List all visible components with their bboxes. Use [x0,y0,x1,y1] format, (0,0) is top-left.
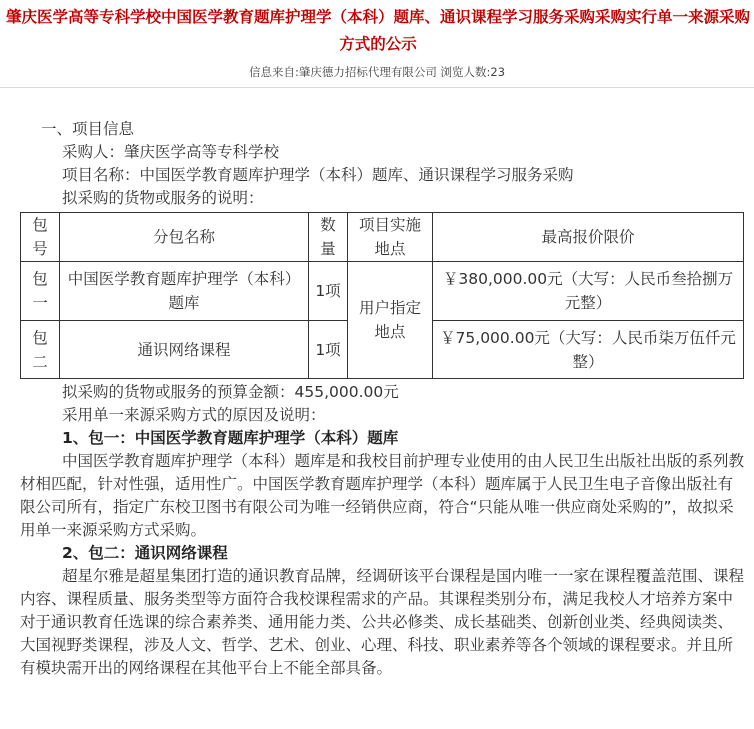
package-name: 通识网络课程 [60,321,309,379]
project-line [20,164,748,187]
package-quantity: 1项 [309,321,348,379]
purchaser-name: 肇庆医学高等专科学校 [124,143,280,161]
header-location: 项目实施地点 [348,213,433,262]
purchaser-line [20,141,748,164]
implementation-location: 用户指定地点 [348,262,433,379]
source-label: 信息来自: [248,65,299,79]
reason-intro: 采用单一来源采购方式的原因及说明： [62,406,326,424]
package-table [20,212,744,379]
header-quantity: 数量 [309,213,348,262]
table-row [21,262,744,321]
table-header-row [21,213,744,262]
header-max-price: 最高报价限价 [433,213,744,262]
package2-heading: 2、包二：通识网络课程 [62,544,228,562]
goods-description: 拟采购的货物或服务的说明： [62,189,264,207]
package1-heading: 1、包一：中国医学教育题库护理学（本科）题库 [62,429,399,447]
package-id: 包二 [21,321,60,379]
budget-line: 拟采购的货物或服务的预算金额：455,000.00元 [62,383,399,401]
package1-paragraph: 中国医学教育题库护理学（本科）题库是和我校目前护理专业使用的由人民卫生出版社出版的系列教材相匹配，针对性强，适用性广。中国医学教育题库护理学（本科）题库属于人民卫生电子音像出版社有限公司所有，指定广东校卫图书有限公司为唯一经销供应商，符合“只能从唯一供应商处采购的”，故拟采用单一来源采购方式采购。 [20,452,745,539]
divider [0,87,754,88]
purchaser-label: 采购人： [62,143,125,161]
source-info [0,64,754,80]
package-quantity: 1项 [309,262,348,321]
package-max-price: ￥75,000.00元（大写：人民币柒万伍仟元整） [433,321,744,379]
package-name: 中国医学教育题库护理学（本科）题库 [60,262,309,321]
package-max-price: ￥380,000.00元（大写：人民币叁拾捌万元整） [433,262,744,321]
views-count: 23 [490,65,506,79]
article-body [20,118,748,680]
header-package-id: 包号 [21,213,60,262]
source-name[interactable]: 肇庆德力招标代理有限公司 [298,65,437,79]
package-id: 包一 [21,262,60,321]
header-package-name: 分包名称 [60,213,309,262]
project-name: 中国医学教育题库护理学（本科）题库、通识课程学习服务采购 [139,166,574,184]
project-label: 项目名称： [62,166,140,184]
section-heading: 一、项目信息 [41,120,135,138]
package2-paragraph: 超星尔雅是超星集团打造的通识教育品牌，经调研该平台课程是国内唯一一家在课程覆盖范围、课程内容、课程质量、服务类型等方面符合我校课程需求的产品。其课程类别分布，满足我校人才培养方案中对于通识教育任选课的综合素养类、通用能力类、公共必修类、成长基础类、创新创业类、经典阅读类、大国视野类课程，涉及人文、哲学、艺术、创业、心理、科技、职业素养等各个领域的课程要求。并且所有模块需开出的网络课程在其他平台上不能全部具备。 [20,567,745,677]
views-label: 浏览人数: [440,65,491,79]
page-title: 肇庆医学高等专科学校中国医学教育题库护理学（本科）题库、通识课程学习服务采购采购实行单一来源采购方式的公示 [6,8,751,53]
